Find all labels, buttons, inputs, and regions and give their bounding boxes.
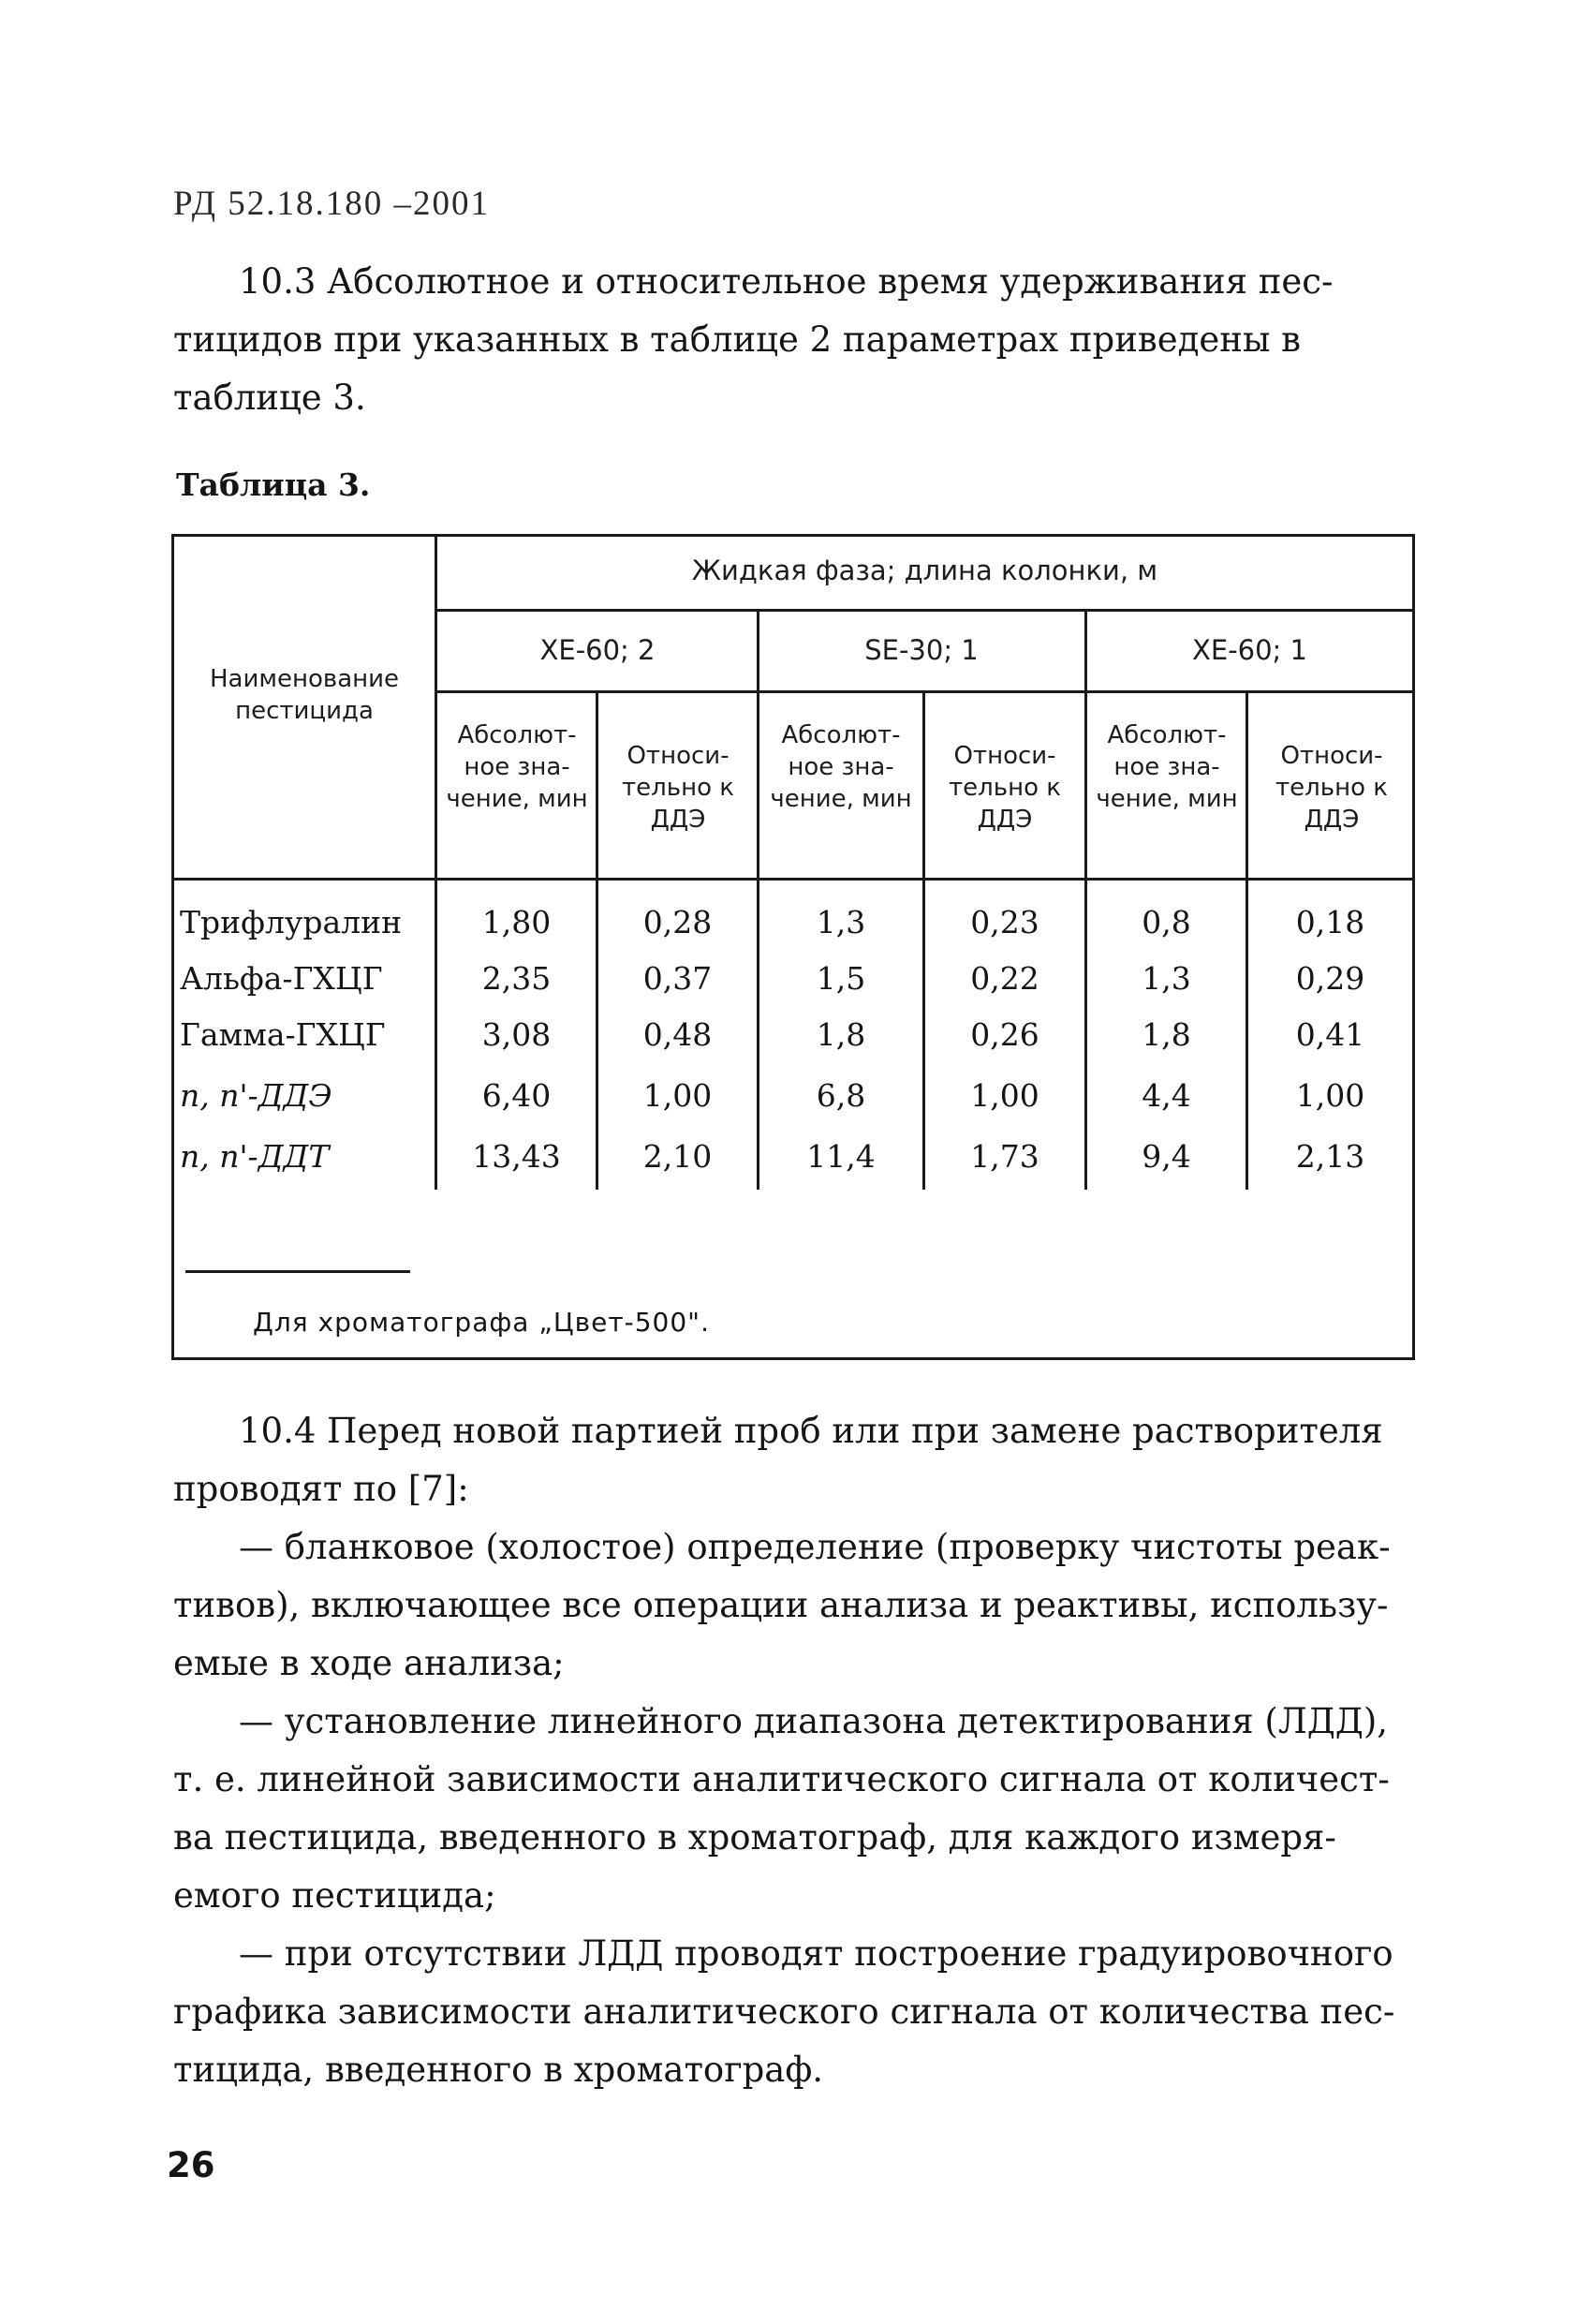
pesticide-name-header: Наименование пестицида	[209, 665, 400, 725]
table-cell: 1,3	[816, 904, 866, 940]
document-code: РД 52.18.180 –2001	[173, 185, 491, 223]
group-header-xe60-1: XE-60; 1	[1192, 634, 1307, 666]
paragraph-line: проводят по [7]:	[173, 1469, 469, 1509]
table-cell: 0,8	[1142, 904, 1191, 940]
section-10-4	[173, 1402, 1419, 2099]
pesticide-name: Гамма-ГХЦГ	[180, 1016, 386, 1053]
paragraph-line: тицидов при указанных в таблице 2 параметрах приведены в	[173, 319, 1301, 360]
table-cell: 0,22	[970, 960, 1039, 997]
table-cell: 1,73	[970, 1138, 1039, 1175]
table-cell: 0,37	[642, 960, 713, 997]
column-header-absolute: Абсолют- ное зна- чение, мин	[446, 721, 588, 813]
table-cell: 0,48	[642, 1016, 713, 1053]
table-cell: 1,3	[1142, 960, 1191, 997]
pesticide-name: п, п'-ДДЭ	[180, 1077, 332, 1114]
grid-line	[171, 878, 1415, 881]
table-cell: 0,23	[970, 904, 1039, 940]
table-caption: Таблица 3.	[176, 466, 371, 503]
list-item-line: емого пестицида;	[173, 1875, 496, 1916]
page-number: 26	[167, 2145, 215, 2185]
table-cell: 0,29	[1295, 960, 1365, 997]
list-item-line: емые в ходе анализа;	[173, 1643, 565, 1683]
grid-line	[596, 693, 598, 1190]
list-item-line: тицида, введенного в хроматограф.	[173, 2050, 824, 2090]
paragraph-line: таблице 3.	[173, 377, 366, 418]
grid-line	[435, 690, 1415, 693]
column-header-relative: Относи- тельно к ДДЭ	[622, 742, 734, 834]
list-item-line: — бланковое (холостое) определение (проверку чистоты реак-	[239, 1527, 1391, 1567]
column-header-absolute: Абсолют- ное зна- чение, мин	[770, 721, 912, 813]
table-cell: 1,80	[481, 904, 552, 940]
list-item-line: ва пестицида, введенного в хроматограф, для каждого измеря-	[173, 1817, 1336, 1858]
group-header-se30-1: SE-30; 1	[864, 634, 979, 666]
table-cell: 11,4	[806, 1138, 876, 1175]
table-cell: 6,8	[816, 1077, 866, 1114]
table-cell: 0,26	[970, 1016, 1039, 1053]
table-cell: 1,00	[1295, 1077, 1365, 1114]
column-header-relative: Относи- тельно к ДДЭ	[1275, 742, 1388, 834]
column-header-relative: Относи- тельно к ДДЭ	[949, 742, 1061, 834]
table-cell: 0,41	[1295, 1016, 1365, 1053]
grid-line	[922, 693, 925, 1190]
table-cell: 0,18	[1295, 904, 1365, 940]
liquid-phase-header: Жидкая фаза; длина колонки, м	[691, 555, 1158, 586]
table-cell: 0,28	[642, 904, 713, 940]
table-cell: 2,10	[642, 1138, 713, 1175]
paragraph-line: 10.4 Перед новой партией проб или при замене растворителя	[239, 1411, 1383, 1451]
table-cell: 4,4	[1142, 1077, 1191, 1114]
pesticide-name: п, п'-ДДТ	[180, 1138, 330, 1175]
paragraph-line: 10.3 Абсолютное и относительное время удерживания пес-	[239, 261, 1334, 302]
grid-line	[435, 609, 1415, 612]
table-cell: 1,00	[642, 1077, 713, 1114]
table-cell: 2,13	[1295, 1138, 1365, 1175]
list-item-line: т. е. линейной зависимости аналитического сигнала от количест-	[173, 1759, 1390, 1799]
list-item-line: тивов), включающее все операции анализа и реактивы, использу-	[173, 1585, 1389, 1625]
table-cell: 1,8	[816, 1016, 866, 1053]
table-cell: 1,5	[816, 960, 866, 997]
list-item-line: графика зависимости аналитического сигнала от количества пес-	[173, 1991, 1395, 2032]
pesticide-name: Альфа-ГХЦГ	[180, 960, 383, 997]
column-header-absolute: Абсолют- ное зна- чение, мин	[1096, 721, 1238, 813]
table-cell: 9,4	[1142, 1138, 1191, 1175]
group-header-xe60-2: XE-60; 2	[539, 634, 656, 666]
pesticide-name: Трифлуралин	[180, 904, 403, 940]
table-cell: 6,40	[481, 1077, 552, 1114]
list-item-line: — при отсутствии ЛДД проводят построение градуировочного	[239, 1933, 1393, 1974]
table-cell: 1,00	[970, 1077, 1039, 1114]
footnote-separator	[185, 1270, 410, 1273]
section-10-3	[173, 253, 1419, 427]
list-item-line: — установление линейного диапазона детектирования (ЛДД),	[239, 1701, 1389, 1741]
table-cell: 1,8	[1142, 1016, 1191, 1053]
grid-line	[1246, 693, 1248, 1190]
table-cell: 13,43	[472, 1138, 561, 1175]
table-cell: 3,08	[481, 1016, 552, 1053]
table-footnote: Для хроматографа „Цвет-500".	[253, 1307, 710, 1338]
table-cell: 2,35	[481, 960, 552, 997]
